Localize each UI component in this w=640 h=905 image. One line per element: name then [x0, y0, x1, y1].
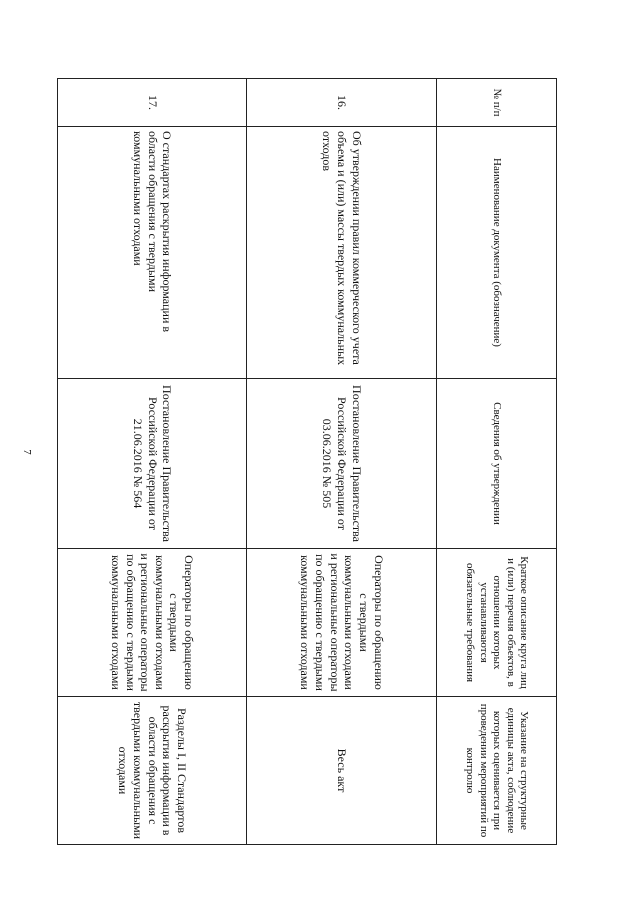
row-approval: Постановление Правительства Российской Федерации от 03.06.2016 № 505: [247, 379, 437, 549]
row-document-name: Об утверждении правил коммерческого учета объема и (или) массы твердых коммунальных отходов: [247, 127, 437, 379]
header-structural-units: Указание на структурные единицы акта, соблюдение которых оценивается при проведении мероприятий по контролю: [437, 697, 557, 845]
header-approval: Сведения об утверждении: [437, 379, 557, 549]
table-header-row: [437, 79, 557, 845]
requirements-table: [57, 78, 557, 845]
row-document-name: О стандартах раскрытия информации в области обращения с твердыми коммунальными отходами: [58, 127, 248, 379]
header-num: № п/п: [437, 79, 557, 127]
row-subjects: Операторы по обращению с твердыми коммунальными отходами и региональные операторы по обращению с твердыми коммунальными отходами: [247, 549, 437, 697]
row-num: 17.: [58, 79, 248, 127]
header-document-name: Наименование документа (обозначение): [437, 127, 557, 379]
row-num: 16.: [247, 79, 437, 127]
page-number: 7: [20, 449, 33, 455]
row-approval: Постановление Правительства Российской Федерации от 21.06.2016 № 564: [58, 379, 248, 549]
table-row: [58, 79, 248, 845]
row-subjects: Операторы по обращению с твердыми коммунальными отходами и региональные операторы по обращению с твердыми коммунальными отходами: [58, 549, 248, 697]
table-row: [247, 79, 437, 845]
row-structural-units: Разделы I, II Стандартов раскрытия информации в области обращения с твердыми коммунальными отходами: [58, 697, 248, 845]
row-structural-units: Весь акт: [247, 697, 437, 845]
header-subjects: Краткое описание круга лиц и (или) перечня объектов, в отношении которых устанавливаются обязательные требования: [437, 549, 557, 697]
rotated-page-content: [57, 78, 557, 844]
